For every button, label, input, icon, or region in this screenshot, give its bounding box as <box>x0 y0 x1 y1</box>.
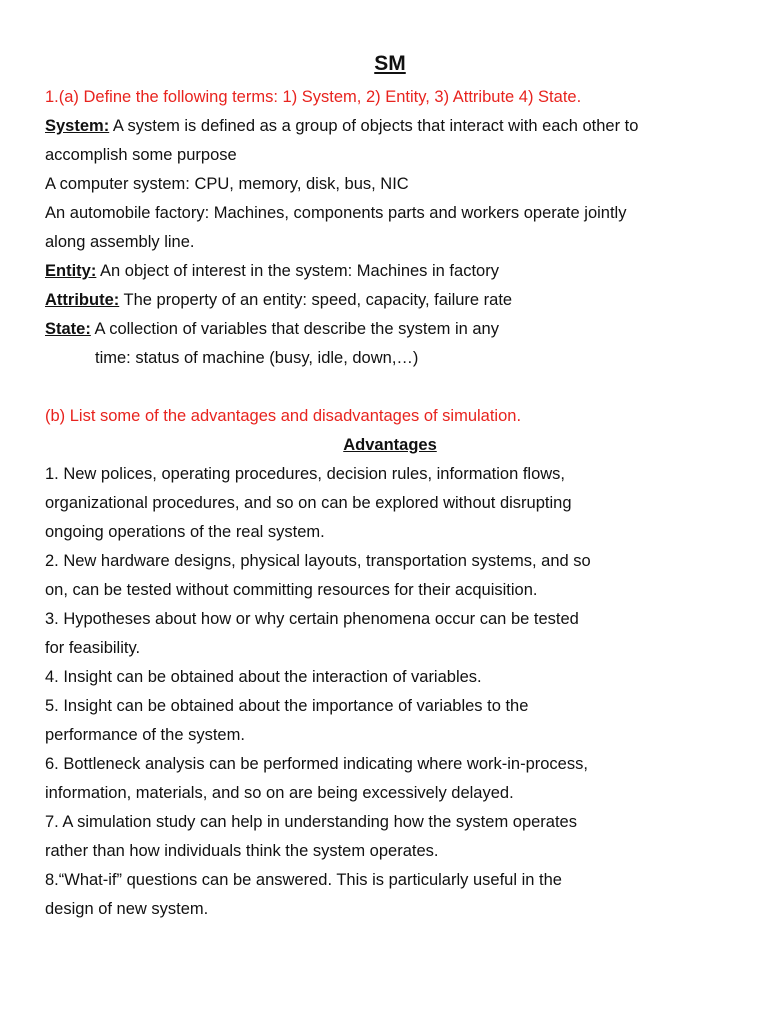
computer-system-example: A computer system: CPU, memory, disk, bus, NIC <box>45 175 409 193</box>
paragraph-spacer <box>45 373 735 402</box>
advantages-list <box>45 460 735 924</box>
entity-definition-line <box>45 257 735 286</box>
attribute-definition-text: The property of an entity: speed, capacity, failure rate <box>119 291 513 309</box>
system-term: System: <box>45 117 110 135</box>
advantages-line: 7. A simulation study can help in understanding how the system operates <box>45 813 577 831</box>
advantages-line: 8.“What-if” questions can be answered. This is particularly useful in the <box>45 871 562 889</box>
advantages-line: information, materials, and so on are being excessively delayed. <box>45 784 514 802</box>
advantages-line: 5. Insight can be obtained about the importance of variables to the <box>45 697 529 715</box>
question-a: 1.(a) Define the following terms: 1) System, 2) Entity, 3) Attribute 4) State. <box>45 88 582 106</box>
advantages-line: organizational procedures, and so on can be explored without disrupting <box>45 494 572 512</box>
advantages-line: ongoing operations of the real system. <box>45 523 325 541</box>
advantages-line: 6. Bottleneck analysis can be performed indicating where work-in-process, <box>45 755 588 773</box>
entity-definition-text: An object of interest in the system: Machines in factory <box>96 262 499 280</box>
system-definition-text: A system is defined as a group of objects that interact with each other to <box>109 117 639 135</box>
advantages-line: performance of the system. <box>45 726 245 744</box>
advantages-heading: Advantages <box>343 436 437 454</box>
advantages-line: for feasibility. <box>45 639 141 657</box>
system-definition-continuation: accomplish some purpose <box>45 146 237 164</box>
attribute-term: Attribute: <box>45 291 120 309</box>
state-definition-line <box>45 315 735 344</box>
attribute-definition-line <box>45 286 735 315</box>
advantages-line: 3. Hypotheses about how or why certain phenomena occur can be tested <box>45 610 579 628</box>
factory-example-continuation: along assembly line. <box>45 233 195 251</box>
document-title: SM <box>374 52 406 75</box>
state-term: State: <box>45 320 91 338</box>
system-definition-line <box>45 112 735 141</box>
question-b: (b) List some of the advantages and disadvantages of simulation. <box>45 407 522 425</box>
state-definition-continuation: time: status of machine (busy, idle, down,…) <box>95 349 419 367</box>
advantages-line: design of new system. <box>45 900 209 918</box>
entity-term: Entity: <box>45 262 97 280</box>
state-definition-text: A collection of variables that describe the system in any <box>90 320 499 338</box>
advantages-line: on, can be tested without committing resources for their acquisition. <box>45 581 538 599</box>
advantages-line: 4. Insight can be obtained about the interaction of variables. <box>45 668 482 686</box>
document-page <box>45 48 735 924</box>
advantages-line: 2. New hardware designs, physical layouts, transportation systems, and so <box>45 552 591 570</box>
advantages-line: rather than how individuals think the system operates. <box>45 842 439 860</box>
advantages-line: 1. New polices, operating procedures, decision rules, information flows, <box>45 465 566 483</box>
factory-example-line: An automobile factory: Machines, components parts and workers operate jointly <box>45 204 627 222</box>
